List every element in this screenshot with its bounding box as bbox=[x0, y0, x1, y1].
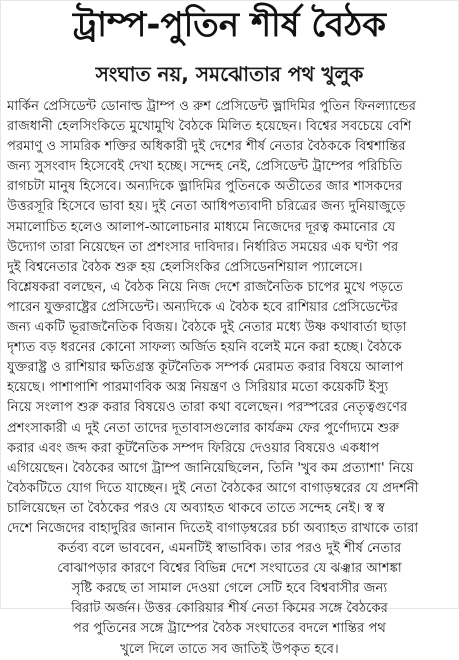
body-line: উত্তরসূরি হিসেবে ভাবা হয়। দুই নেতা আধিপত্যবাদী চরিত্রের জন্য দুনিয়াজুড়ে bbox=[7, 199, 406, 215]
article-body bbox=[7, 97, 452, 660]
body-line: নিয়ে সংলাপ শুরু করার বিষয়েও তারা কথা বলেছেন। পরস্পরের নেতৃত্বগুণের bbox=[7, 400, 408, 416]
body-line: প্রশংসাকারী এ দুই নেতা তাদের দূতাবাসগুলোর কার্যক্রম ফের পুর্ণোদ্যমে শুরু bbox=[7, 420, 400, 436]
body-line: বিরাট অর্জন। উত্তর কোরিয়ার শীর্ষ নেতা কিমের সঙ্গে বৈঠকের bbox=[71, 601, 388, 617]
body-line: এগিয়েছেন। বৈঠকের আগে ট্রাম্প জানিয়েছিলেন, তিনি 'খুব কম প্রত্যাশা' নিয়ে bbox=[7, 460, 414, 476]
body-line: বৈঠকটিতে যোগ দিতে যাচ্ছেন। দুই নেতা বৈঠকের আগে বাগাড়ম্বরের যে প্রদর্শনী bbox=[7, 480, 419, 496]
body-line: পরমাণু ও সামরিক শক্তির অধিকারী দুই দেশের শীর্ষ নেতার বৈঠককে বিশ্বশান্তির bbox=[7, 139, 406, 155]
body-line: বোঝাপড়ার কারণে বিশ্বের বিভিন্ন দেশে সংঘাতের যে ঝঞ্ঝার আশঙ্কা bbox=[57, 561, 402, 577]
body-line: খুলে দিলে তাতে সব জাতিই উপকৃত হবে। bbox=[120, 641, 339, 657]
body-line: কর্তব্য বলে ভাববেন, এমনটিই স্বাভাবিক। তার পরও দুই শীর্ষ নেতার bbox=[57, 541, 402, 557]
body-line: বিশ্লেষকরা বলছেন, এ বৈঠক নিয়ে নিজ দেশে রাজনৈতিক চাপের মুখে পড়তে bbox=[7, 279, 404, 295]
body-line: সৃষ্টি করছে তা সামাল দেওয়া গেলে সেটি হবে বিশ্ববাসীর জন্য bbox=[71, 581, 388, 597]
body-line: হয়েছে। পাশাপাশি পারমাণবিক অস্ত্র নিয়ন্ত্রণ ও সিরিয়ার মতো কয়েকটি ইস্যু bbox=[7, 380, 389, 396]
body-line: পারেন যুক্তরাষ্ট্রের প্রেসিডেন্ট। অন্যদিকে এ বৈঠক হবে রাশিয়ার প্রেসিডেন্টের bbox=[7, 299, 398, 315]
body-line: উদ্যোগ তারা নিয়েছেন তা প্রশংসার দাবিদার। নির্ধারিত সময়ের এক ঘণ্টা পর bbox=[7, 239, 399, 255]
body-line: মার্কিন প্রেসিডেন্ট ডোনাল্ড ট্রাম্প ও রুশ প্রেসিডেন্ট ভ্লাদিমির পুতিন ফিনল্যান্ডের bbox=[7, 99, 417, 114]
body-line: দৃশ্যত বড় ধরনের কোনো সাফল্য অর্জিত হয়নি বলেই মনে করা হচ্ছে। বৈঠকে bbox=[7, 340, 402, 356]
body-line: জন্য সুসংবাদ হিসেবেই দেখা হচ্ছে। সন্দেহ নেই, প্রেসিডেন্ট ট্রাম্পের পরিচিতি bbox=[7, 159, 403, 175]
body-line: রাজধানী হেলসিংকিতে মুখোমুখি বৈঠকে মিলিত হয়েছেন। বিশ্বের সবচেয়ে বেশি bbox=[7, 119, 412, 135]
body-line: দুই বিশ্বনেতার বৈঠক শুরু হয় হেলসিংকির প্রেসিডেনশিয়াল প্যালেসে। bbox=[7, 259, 363, 275]
headline: ট্রাম্প-পুতিন শীর্ষ বৈঠক bbox=[72, 5, 386, 45]
body-line: দেশে নিজেদের বাহাদুরির জানান দিতেই বাগাড়ম্বরের চর্চা অব্যাহত রাখাকে তারা bbox=[7, 520, 419, 536]
body-line: জন্য একটি ভূরাজনৈতিক বিজয়। বৈঠকে দুই নেতার মধ্যে উষ্ণ কথাবার্তা ছাড়া bbox=[7, 320, 407, 336]
body-line: পর পুতিনের সঙ্গে ট্রাম্পের বৈঠক সংঘাতের বদলে শান্তির পথ bbox=[73, 621, 386, 637]
body-line: করার এবং জব্দ করা কূটনৈতিক সম্পদ ফিরিয়ে দেওয়ার বিষয়েও একধাপ bbox=[7, 440, 380, 456]
body-line: যুক্তরাষ্ট্র ও রাশিয়ার ক্ষতিগ্রস্ত কূটনৈতিক সম্পর্ক মেরামত করার বিষয়ে আলাপ bbox=[7, 360, 404, 376]
body-line: রাগচটা মানুষ হিসেবে। অন্যদিকে ভ্লাদিমির পুতিনকে অতীতের জার শাসকদের bbox=[7, 179, 403, 195]
body-line: সমালোচিত হলেও আলাপ-আলোচনার মাধ্যমে নিজেদের দূরত্ব কমানোর যে bbox=[7, 219, 396, 235]
subheadline: সংঘাত নয়, সমঝোতার পথ খুলুক bbox=[95, 62, 364, 86]
body-line: চালিয়েছেন তা বৈঠকের পরও যে অব্যাহত থাকবে তাতে সন্দেহ নেই। স্ব স্ব bbox=[7, 500, 385, 516]
